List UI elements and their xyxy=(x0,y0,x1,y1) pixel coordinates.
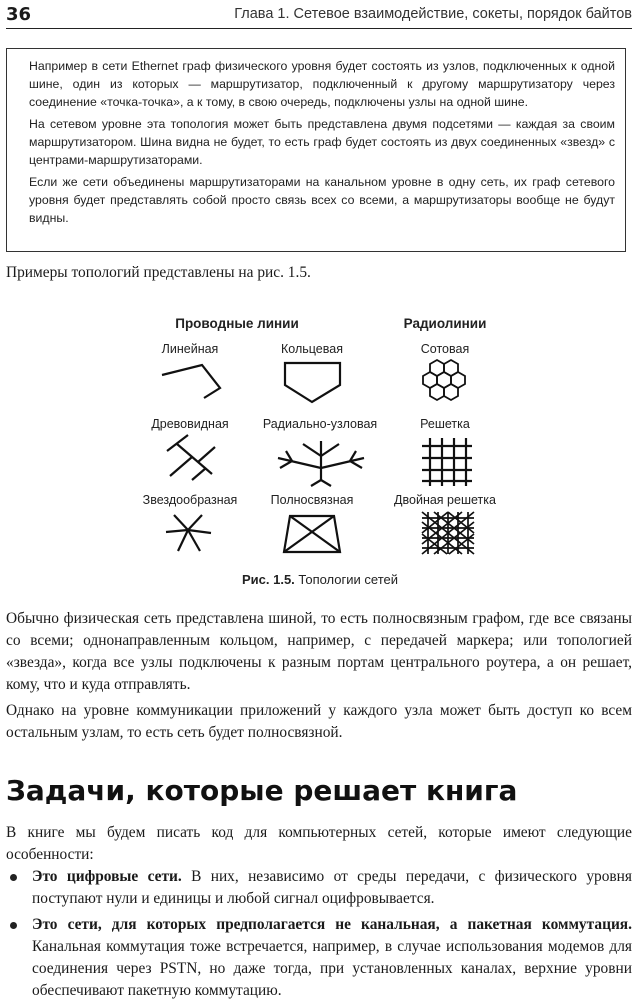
column-header-radio: Радиолинии xyxy=(403,316,487,331)
radial-nodal-topology-diagram xyxy=(278,441,364,486)
body-paragraph: Однако на уровне коммуникации приложений у каждого узла может быть доступ ко всем остальным узлам, то есть сеть будет полносвязной. xyxy=(6,702,632,741)
label-tree: Древовидная xyxy=(151,417,229,431)
label-ring: Кольцевая xyxy=(281,342,343,356)
tree-topology-diagram xyxy=(167,435,215,480)
note-paragraph: На сетевом уровне эта топология может быть представлена двумя подсетями — каждая за своим маршрутизатором. Шина видна не будет, то есть граф будет состоять из двух соединенных «звезд» с центрами-маршрутизаторами. xyxy=(29,117,615,167)
label-radial-nodal: Радиально-узловая xyxy=(262,417,378,431)
column-header-wired: Проводные линии xyxy=(175,316,299,331)
double-grid-topology-diagram xyxy=(422,512,474,554)
list-item-bold: Это сети, для которых предполагается не канальная, а пакетная коммутация. xyxy=(32,916,632,933)
caption-label: Рис. 1.5. xyxy=(241,572,295,587)
label-star: Звездообразная xyxy=(142,493,238,507)
label-grid: Решетка xyxy=(420,417,470,431)
grid-topology-diagram xyxy=(422,438,472,486)
label-linear: Линейная xyxy=(161,342,219,356)
label-cellular: Сотовая xyxy=(420,342,470,356)
star-topology-diagram xyxy=(166,515,211,551)
section-heading: Задачи, которые решает книга xyxy=(6,774,518,807)
list-item xyxy=(6,914,632,1002)
label-double-grid: Двойная решетка xyxy=(394,493,496,507)
topology-figure xyxy=(120,308,520,588)
features-list xyxy=(6,866,632,1006)
intro-paragraph: Примеры топологий представлены на рис. 1.5. xyxy=(6,264,311,281)
page-header xyxy=(6,0,632,29)
note-paragraph: Например в сети Ethernet граф физического уровня будет состоять из узлов, подключенных к одной шине, один из которых — маршрутизатор, подключенный к другому маршрутизатору через соединение «точка-точка», а к тому, в свою очередь, подключены узлы на одной шине. xyxy=(29,59,615,109)
linear-topology-diagram xyxy=(162,365,220,398)
section-intro: В книге мы будем писать код для компьютерных сетей, которые имеют следующие особенности: xyxy=(6,824,632,863)
list-item-text: В них, независимо от среды передачи, с физического уровня поступают нули и единицы и любой сигнал оцифровывается. xyxy=(32,868,632,907)
body-paragraph: Обычно физическая сеть представлена шиной, то есть полносвязным графом, где все связаны со всеми; однонаправленным кольцом, например, с передачей маркера; или топологией «звезда», когда все узлы подключены к разным портам центрального роутера, а он решает, кому, что и куда отправлять. xyxy=(6,610,632,693)
figure-caption xyxy=(0,572,640,587)
full-mesh-topology-diagram xyxy=(284,516,340,552)
cellular-topology-diagram xyxy=(423,360,465,400)
ring-topology-diagram xyxy=(285,363,340,402)
caption-text: Топологии сетей xyxy=(298,572,398,587)
list-item xyxy=(6,866,632,910)
chapter-title: Глава 1. Сетевое взаимодействие, сокеты, порядок байтов xyxy=(234,6,632,22)
list-item-text: Канальная коммутация тоже встречается, например, в случае использования модемов для соединения через PSTN, но даже тогда, при установленных каналах, верхние уровни обеспечивают пакетную коммутацию. xyxy=(32,938,632,999)
note-paragraph: Если же сети объединены маршрутизаторами на канальном уровне в одну сеть, их граф сетевого уровня будет представлять собой просто связь всех со всеми, а маршрутизаторы вообще не будут видны. xyxy=(29,175,615,225)
list-item-bold: Это цифровые сети. xyxy=(32,868,182,885)
note-box xyxy=(6,48,626,252)
page-number: 36 xyxy=(6,3,32,25)
label-full-mesh: Полносвязная xyxy=(270,493,354,507)
